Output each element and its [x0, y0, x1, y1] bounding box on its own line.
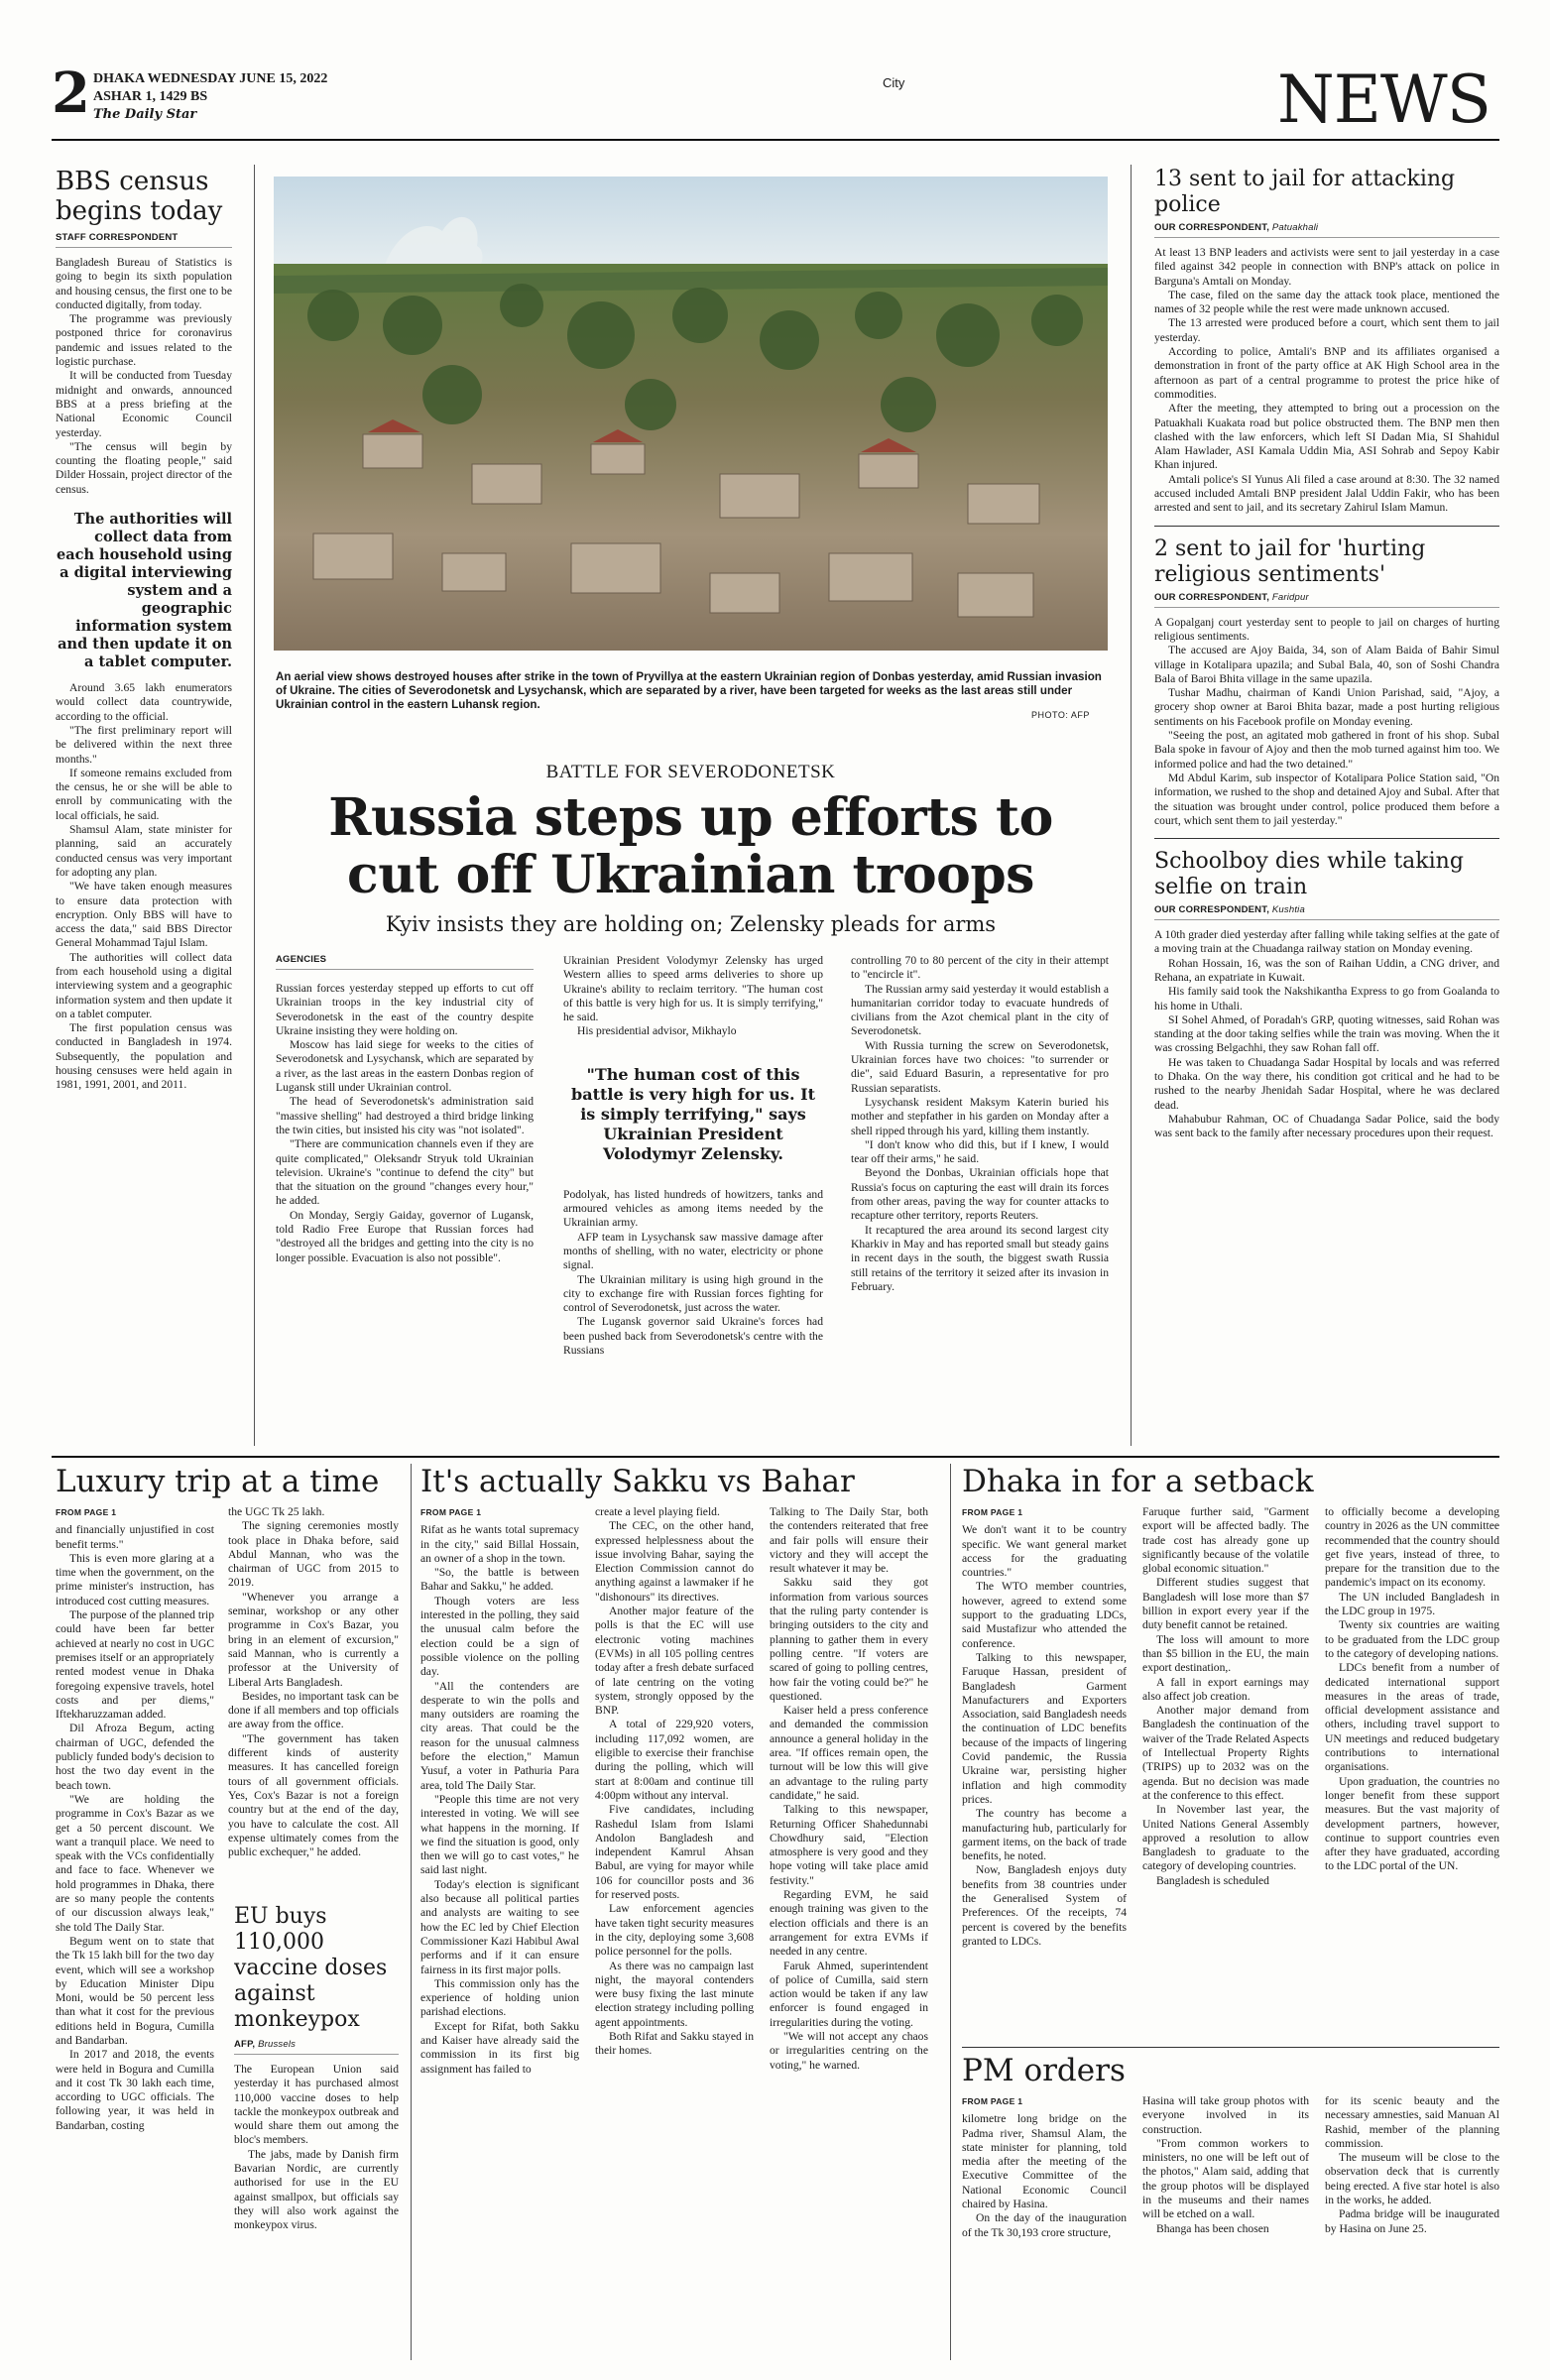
census-para: Bangladesh Bureau of Statistics is going to begin its sixth population and housing census, the first one to be conducted digitally, from today. — [56, 256, 232, 311]
schoolboy-para: SI Sohel Ahmed, of Poradah's GRP, quoting witnesses, said Rohan was standing at the door taking selfies while the train was moving. When the it was crossing Belgachhi, they saw Rohan fall off. — [1154, 1012, 1499, 1055]
right-rail — [1154, 167, 1499, 1446]
jail13-para: After the meeting, they attempted to bring out a procession on the Patuakhali Kuakata road but police obstructed them. The BNP men then clashed with the law enforcers, which left SI Dadan Mia, SI Shahidul Alam Hawlader, ASI Kamala Uddin Mia, ASI Sohrab and Sepoy Kabir Khan injured. — [1154, 402, 1499, 472]
masthead-rule — [52, 139, 1499, 141]
setback-headline: Dhaka in for a setback — [962, 1464, 1314, 1499]
jail13-headline: 13 sent to jail for attacking police — [1154, 167, 1456, 217]
lead-photo-illustration — [274, 177, 1108, 651]
schoolboy-body — [1154, 928, 1499, 1140]
census-body-b — [56, 681, 232, 1093]
pm-col-1 — [962, 2094, 1127, 2360]
sakku-para: Except for Rifat, both Sakku and Kaiser have already said the commission in its first big assignment has failed to — [420, 2019, 579, 2076]
pm-col-2 — [1142, 2094, 1309, 2360]
setback-para: We don't want it to be country specific. We want general market access for the graduating countries." — [962, 1523, 1127, 1580]
page-number: 2 — [52, 60, 90, 126]
luxury-para: "The government has taken different kinds of austerity measures. It has cancelled foreign tours of all government officials. Yes, Cox's Bazar is not a foreign country but at the end of the day, you have to calculate the cost. All expense ultimately comes from the public exchequer," he added. — [228, 1731, 399, 1859]
pm-para: Hasina will take group photos with everyone involved in its construction. — [1142, 2094, 1309, 2136]
pm-slug: FROM PAGE 1 — [962, 2096, 1023, 2106]
jail2-para: "Seeing the post, an agitated mob gathered in front of his shop. Subal Bala spoke in favour of Ajoy and then the mob turned against him too. We informed police and had the two detained." — [1154, 729, 1499, 771]
luxury-para: This is even more glaring at a time when the government, on the prime minister's instruction, has introduced cost cutting measures. — [56, 1551, 214, 1607]
sakku-para: The CEC, on the other hand, expressed helplessness about the issue involving Bahar, saying the Election Commission cannot do anything against a lawmaker if he "dishonours" its directives. — [595, 1519, 754, 1604]
monkeypox-byline-location: Brussels — [258, 2039, 297, 2050]
luxury-para: "Whenever you arrange a seminar, workshop or any other programme in Cox's Bazar, you bring in an element of excursion," said Mannan, who is currently a professor at the University of Liberal Arts Bangladesh. — [228, 1590, 399, 1689]
sakku-para: Both Rifat and Sakku stayed in their homes. — [595, 2029, 754, 2058]
lead-para: controlling 70 to 80 percent of the city in their attempt to "encircle it". — [851, 954, 1109, 982]
jail13-para: Amtali police's SI Yunus Ali filed a case around at 8:30. The 32 named accused included Amtali BNP president Jalal Uddin Fakir, who has been arrested and sent to jail, and its secretary Zahirul Islam Mamun. — [1154, 472, 1499, 515]
paper-name: The Daily Star — [93, 107, 197, 122]
luxury-col-1 — [56, 1505, 214, 2358]
story-divider — [962, 2047, 1499, 2048]
luxury-para: "We are holding the programme in Cox's Bazar as we get a 50 percent discount. We want a tranquil place. We need to speak with the VCs confidentially and face to face. Whenever we hold programmes in Dhaka, there are so many people the contents of our discussion always leak," she told The Daily Star. — [56, 1792, 214, 1934]
setback-para: LDCs benefit from a number of dedicated international support measures in the areas of trade, official development assistance and others, including travel support to UN meetings and reduced budgetary contributions to international organisations. — [1325, 1661, 1499, 1774]
sakku-para: Rifat as he wants total supremacy in the city," said Billal Hossain, an owner of a shop in the town. — [420, 1523, 579, 1565]
jail13-byline-location: Patuakhali — [1271, 222, 1319, 233]
setback-para: Upon graduation, the countries no longer benefit from these support measures. But the vast majority of development partners, however, continue to support countries even after they have graduated, according to the LDC portal of the UN. — [1325, 1774, 1499, 1873]
luxury-para: The purpose of the planned trip could have been far better achieved at nearly no cost in UGC premises itself or an appropriately rented modest venue in Dhaka foregoing expensive travels, hotel costs and per diems," Iftekharuzzaman added. — [56, 1608, 214, 1722]
setback-para: The UN included Bangladesh in the LDC group in 1975. — [1325, 1590, 1499, 1618]
sakku-col-1 — [420, 1505, 579, 2358]
pm-para: The museum will be close to the observation deck that is currently being erected. A five star hotel is also in the works, he added. — [1325, 2151, 1499, 2207]
jail2-byline — [1154, 592, 1499, 603]
schoolboy-para: He was taken to Chuadanga Sadar Hospital by locals and was referred to Dhaka. On the way there, his condition got critical and he had to be rushed to the nearby Jhenidah Sadar Hospital, where he was declared dead. — [1154, 1055, 1499, 1112]
story-divider — [1154, 526, 1499, 527]
schoolboy-byline-location: Kushtia — [1271, 904, 1305, 916]
setback-para: The WTO member countries, however, agreed to extend some support to the graduating LDCs, said Mustafizur who attended the conference. — [962, 1580, 1127, 1650]
photo-credit: PHOTO: AFP — [1031, 710, 1090, 720]
schoolboy-para: A 10th grader died yesterday after falling while taking selfies at the gate of a moving train at the Chuadanga railway station on Monday evening. — [1154, 928, 1499, 956]
story-divider — [1154, 838, 1499, 839]
schoolboy-byline — [1154, 904, 1499, 915]
luxury-para: The signing ceremonies mostly took place in Dhaka before, said Abdul Mannan, who was the chairman of UGC from 2015 to 2019. — [228, 1519, 399, 1590]
setback-para: to officially become a developing country in 2026 as the UN committee recommended that the country should get five years, instead of three, to prepare for the transition due to the pandemic's impact on its economy. — [1325, 1505, 1499, 1590]
lead-para: Podolyak, has listed hundreds of howitzers, tanks and armoured vehicles as among items needed by the Ukrainian army. — [563, 1187, 823, 1230]
census-byline: STAFF CORRESPONDENT — [56, 232, 179, 243]
sakku-para: "So, the battle is between Bahar and Sakku," he added. — [420, 1566, 579, 1594]
jail2-byline-rule — [1154, 607, 1499, 608]
schoolboy-story — [1154, 849, 1499, 1140]
lead-para: His presidential advisor, Mikhaylo — [577, 1024, 737, 1038]
lead-para: Lysychansk resident Maksym Katerin buried his mother and stepfather in his garden on Monday after a shell ripped through his yard, killing them instantly. — [851, 1095, 1109, 1137]
census-para: "The first preliminary report will be delivered within the next three months." — [56, 723, 232, 766]
lead-para: Ukrainian President Volodymyr Zelensky has urged Western allies to speed arms deliveries to shore up Ukraine's ability to reclaim territory. "The human cost of this battle is very high for us. It is simply terrifying," he said. — [563, 954, 823, 1024]
photo-caption: An aerial view shows destroyed houses after strike in the town of Pryvillya at the eastern Ukrainian region of Donbas yesterday, amid Russian invasion of Ukraine. The cities of Severodonetsk and Lysychansk, which are separated by a river, have been targeted for weeks as the last areas still under Ukrainian control in the eastern Luhansk region. — [276, 670, 1102, 711]
sakku-col-2 — [595, 1505, 754, 2358]
jail13-story — [1154, 167, 1499, 516]
lead-para: The Ukrainian military is using high ground in the city to exchange fire with Russian forces fighting for control of Severodonetsk, just across the water. — [563, 1272, 823, 1315]
jail2-para: A Gopalganj court yesterday sent to people to jail on charges of hurting religious sentiments. — [1154, 615, 1499, 643]
jail2-para: Md Abdul Karim, sub inspector of Kotalipara Police Station said, "On information, we rushed to the shop and detained Ajoy and Subal. After that the situation was brought under control, police produced them before a court, which sent them to jail yesterday." — [1154, 771, 1499, 827]
setback-para: A fall in export earnings may also affect job creation. — [1142, 1675, 1309, 1703]
sakku-para: Talking to The Daily Star, both the contenders reiterated that free and fair polls will ensure their victory and they will accept the result whatever it may be. — [770, 1505, 928, 1576]
jail2-story — [1154, 536, 1499, 828]
lead-byline: AGENCIES — [276, 954, 327, 965]
lead-para: Beyond the Donbas, Ukrainian officials hope that Russia's focus on capturing the east will drain its forces from other areas, paving the way for counter attacks to recapture other territory, reports Reuters. — [851, 1166, 1109, 1223]
census-para: Around 3.65 lakh enumerators would collect data countrywide, according to the official. — [56, 681, 232, 723]
sakku-para: Five candidates, including Rashedul Islam from Islami Andolon Bangladesh and independent Kamrul Ahsan Babul, are vying for mayor while 106 for councillor posts and 36 for reserved posts. — [595, 1803, 754, 1902]
lead-para: The head of Severodonetsk's administration said "massive shelling" had destroyed a third bridge linking the twin cities, but insisted his city was "not isolated". — [276, 1095, 534, 1136]
schoolboy-para: Mahabubur Rahman, OC of Chuadanga Sadar Police, said the body was sent back to the family after necessary procedures upon their request. — [1154, 1112, 1499, 1140]
monkeypox-para: The jabs, made by Danish firm Bavarian Nordic, are currently authorised for use in the EU against smallpox, but officials say they will also work against the monkeypox virus. — [234, 2147, 399, 2232]
lead-kicker: BATTLE FOR SEVERODONETSK — [545, 762, 836, 782]
lead-photo — [274, 177, 1108, 651]
census-para: The first population census was conducted in Bangladesh in 1974. Subsequently, the population and housing censuses were held again in 1981, 1991, 2001, and 2011. — [56, 1021, 232, 1092]
jail2-para: The accused are Ajoy Baida, 34, son of Alam Baida of Bahir Simul village in Kotalipara upazila; and Subal Bala, 40, son of Soshi Chandra Bala of Baroi Bhita village in the same upazila. — [1154, 644, 1499, 685]
jail2-byline-name: OUR CORRESPONDENT, — [1154, 591, 1270, 603]
date-line: DHAKA WEDNESDAY JUNE 15, 2022 — [93, 71, 328, 86]
setback-para: Twenty six countries are waiting to be graduated from the LDC group to the category of developing nations. — [1325, 1618, 1499, 1660]
setback-col-3 — [1325, 1505, 1499, 2041]
monkeypox-byline-name: AFP, — [234, 2039, 256, 2050]
lead-byline-rule — [276, 969, 534, 970]
schoolboy-byline-rule — [1154, 919, 1499, 920]
pm-para: for its scenic beauty and the necessary amnesties, said Manuan Al Rashid, member of the planning commission. — [1325, 2094, 1499, 2150]
schoolboy-para: Rohan Hossain, 16, was the son of Raihan Uddin, a CNG driver, and Rehana, an expatriate in Kuwait. — [1154, 956, 1499, 984]
setback-col-1 — [962, 1505, 1127, 2041]
setback-para: Bangladesh is scheduled — [1156, 1873, 1269, 1887]
section-divider — [52, 1456, 1499, 1458]
setback-para: Different studies suggest that Bangladesh will lose more than $7 billion in export every year if the duty benefit cannot be retained. — [1142, 1576, 1309, 1632]
jail13-para: According to police, Amtali's BNP and its affiliates organised a demonstration in front of the party office at AK High School area in the afternoon as part of a central programme to protest the price hike of commodities. — [1154, 345, 1499, 401]
lead-deck: Kyiv insists they are holding on; Zelensky pleads for arms — [385, 912, 997, 936]
pm-headline: PM orders — [962, 2053, 1126, 2088]
jail13-para: At least 13 BNP leaders and activists were sent to jail yesterday in a case filed against 342 people in connection with BNP's attack on police in Barguna's Amtali on Monday. — [1154, 246, 1499, 288]
setback-para: The country has become a manufacturing hub, particularly for garment items, on the back of trade benefits, he noted. — [962, 1807, 1127, 1863]
sakku-para: Today's election is significant also because all political parties and analysts are waiting to see how the EC led by Chief Election Commissioner Kazi Habibul Awal performs and if it can ensure fairness in its first major polls. — [420, 1877, 579, 1976]
jail13-byline — [1154, 222, 1499, 233]
sakku-para: As there was no campaign last night, the mayoral contenders were busy fixing the last minute election strategy including polling agent appointments. — [595, 1959, 754, 2029]
lead-headline-line1: Russia steps up efforts to — [328, 787, 1053, 848]
luxury-para: Besides, no important task can be done if all members and top officials are away from the office. — [228, 1689, 399, 1731]
sakku-para: "We will not accept any chaos or irregularities centring on the voting," he warned. — [770, 2029, 928, 2072]
sakku-para: Law enforcement agencies have taken tight security measures in the city, deploying some 3,608 police personnel for the polls. — [595, 1902, 754, 1959]
lead-col-3 — [851, 954, 1109, 1446]
pm-para: Bhanga has been chosen — [1156, 2221, 1269, 2235]
sakku-para: Faruk Ahmed, superintendent of police of Cumilla, said stern action would be taken if any law enforcer is found engaged in irregularities during the voting. — [770, 1959, 928, 2029]
lead-para: AFP team in Lysychansk saw massive damage after months of shelling, with no water, electricity or phone signal. — [563, 1230, 823, 1272]
census-para: "The census will begin by counting the floating people," said Dilder Hossain, project director of the census. — [56, 439, 232, 496]
jail2-body — [1154, 616, 1499, 828]
monkeypox-story — [234, 1904, 399, 2360]
census-para: "We have taken enough measures to ensure data protection with encryption. Only BBS will have to access the data," said BBS Director General Mohammad Tajul Islam. — [56, 880, 232, 950]
lead-para: "I don't know who did this, but if I knew, I would tear off their arms," he said. — [851, 1137, 1109, 1166]
luxury-col-2 — [228, 1505, 399, 1892]
jail13-byline-name: OUR CORRESPONDENT, — [1154, 222, 1270, 233]
sakku-para: A total of 229,920 voters, including 117,092 women, are eligible to exercise their franchise during the polling, which will start at 8:00am and continue till 4:00pm without any interval. — [595, 1718, 754, 1802]
census-para: If someone remains excluded from the census, he or she will be able to enroll by communicating with the local officials, he said. — [56, 766, 232, 822]
sakku-headline: It's actually Sakku vs Bahar — [420, 1464, 855, 1499]
monkeypox-byline — [234, 2039, 399, 2050]
column-divider — [254, 165, 255, 1446]
lead-headline-line2: cut off Ukrainian troops — [347, 845, 1034, 905]
monkeypox-body — [234, 2063, 399, 2233]
luxury-para: Dil Afroza Begum, acting chairman of UGC, defended the publicly funded body's decision to host the two day event in the beach town. — [56, 1722, 214, 1792]
setback-para: Another major demand from Bangladesh the continuation of the waiver of the Trade Related Aspects of Intellectual Property Rights (TRIPS) up to 2032 was on the agenda. But no decision was made at the conference to this effect. — [1142, 1704, 1309, 1802]
setback-slug: FROM PAGE 1 — [962, 1507, 1023, 1517]
monkeypox-para: The European Union said yesterday it has purchased almost 110,000 vaccine doses to help tackle the monkeypox outbreak and would share them out among the bloc's members. — [234, 2063, 399, 2147]
lead-para: It recaptured the area around its second largest city Kharkiv in May and has reported small but steady gains in recent days in the south, the biggest swath Russia still retains of the territory it seized after its invasion in February. — [851, 1223, 1109, 1293]
luxury-para: the UGC Tk 25 lakh. — [228, 1505, 325, 1518]
monkeypox-byline-rule — [234, 2054, 399, 2055]
setback-col-2 — [1142, 1505, 1309, 2041]
sakku-para: Kaiser held a press conference and demanded the commission announce a general holiday in the area. "If offices remain open, the turnout will be low this will give an advantage to the ruling party candidate," he said. — [770, 1704, 928, 1802]
pm-para: On the day of the inauguration of the Tk 30,193 crore structure, — [962, 2211, 1127, 2239]
sakku-slug: FROM PAGE 1 — [420, 1507, 482, 1517]
setback-para: Now, Bangladesh enjoys duty benefits from 38 countries under the Generalised System of Preferences. Of the receipts, 74 percent is covered by the benefits granted to LDCs. — [962, 1863, 1127, 1948]
setback-para: In November last year, the United Nations General Assembly approved a resolution to allow Bangladesh to graduate to the category of developing countries. — [1142, 1803, 1309, 1873]
census-headline: BBS census begins today — [56, 167, 223, 226]
jail13-para: The case, filed on the same day the attack took place, mentioned the names of 32 people while the rest were made unknown accused. — [1154, 288, 1499, 316]
section-marker: City — [883, 75, 905, 90]
schoolboy-para: His family said took the Nakshikantha Express to go from Goalanda to his home in Uthali. — [1154, 985, 1499, 1012]
lead-col-2 — [563, 954, 823, 1446]
setback-para: Faruque further said, "Garment export will be affected badly. The trade cost has already gone up significantly because of the volatile global economic situation." — [1142, 1505, 1309, 1576]
sakku-para: "People this time are not very interested in voting. We will see what happens in the morning. If we find the situation is good, only then we will go to cast votes," he said last night. — [420, 1792, 579, 1877]
schoolboy-headline: Schoolboy dies while taking selfie on train — [1154, 849, 1464, 900]
luxury-para: In 2017 and 2018, the events were held in Bogura and Cumilla and it cost Tk 30 lakh each time, according to UGC officials. The following year, it was held in Bandarban, costing — [56, 2048, 214, 2132]
lead-para: The Lugansk governor said Ukraine's forces had been pushed back from Severodonetsk's centre with the Russians — [563, 1315, 823, 1358]
pm-para: "From common workers to ministers, no one will be left out of the photos," Alam said, adding that the group photos will be displayed in the museums and their names will be etched on a wall. — [1142, 2136, 1309, 2221]
column-divider — [950, 1464, 951, 2360]
pm-para: kilometre long bridge on the Padma river, Shamsul Alam, the state minister for planning, told media after the meeting of the Executive Committee of the National Economic Council chaired by Hasina. — [962, 2112, 1127, 2211]
luxury-headline: Luxury trip at a time — [56, 1464, 380, 1499]
lead-para: Russian forces yesterday stepped up efforts to cut off Ukrainian troops in the key industrial city of Severodonetsk in the east of the country despite Ukraine insisting they were holding on. — [276, 982, 534, 1037]
jail13-byline-rule — [1154, 237, 1499, 238]
jail2-byline-location: Faridpur — [1271, 591, 1309, 603]
lead-pull-quote: "The human cost of this battle is very high for us. It is simply terrifying," says Ukrainian President Volodymyr Zelensky. — [571, 1064, 815, 1163]
census-pull-quote: The authorities will collect data from each household using a digital interviewing system and a geographic information system and then update it on a tablet computer. — [57, 511, 232, 671]
schoolboy-byline-name: OUR CORRESPONDENT, — [1154, 904, 1270, 916]
lead-para: "There are communication channels even if they are quite complicated," Oleksandr Stryuk told Ukrainian television. Ukraine's "continue to defend the city" but that the situation on the ground "changes every hour," he added. — [276, 1137, 534, 1208]
luxury-slug: FROM PAGE 1 — [56, 1507, 117, 1517]
section-title: NEWS — [1277, 61, 1490, 138]
pm-col-3 — [1325, 2094, 1499, 2360]
sakku-para: Though voters are less interested in the polling, they said the unusual calm before the election could be a sign of possible violence on the polling day. — [420, 1594, 579, 1679]
sakku-para: "All the contenders are desperate to win the polls and many outsiders are roaming the city areas. That could be the reason for the unusual calmness before the election," Mamun Yusuf, a voter in Pathuria Para area, told The Daily Star. — [420, 1679, 579, 1792]
sakku-para: Talking to this newspaper, Returning Officer Shahedunnabi Chowdhury said, "Election atmosphere is very good and they hope voting will take place amid festivity." — [770, 1803, 928, 1887]
sakku-para: This commission only has the experience of holding union parishad elections. — [420, 1976, 579, 2019]
jail2-para: Tushar Madhu, chairman of Kandi Union Parishad, said, "Ajoy, a grocery shop owner at Baroi Bhita bazar, made a post hurting religious sentiments on his Facebook profile on Monday evening. — [1154, 686, 1499, 728]
census-story — [56, 167, 232, 1446]
setback-para: The loss will amount to more than $5 billion in the EU, the main export destination,. — [1142, 1632, 1309, 1675]
luxury-para: and financially unjustified in cost benefit terms." — [56, 1523, 214, 1551]
census-para: Shamsul Alam, state minister for planning, said an accurately conducted census was very important for adopting any plan. — [56, 823, 232, 879]
sakku-para: create a level playing field. — [595, 1505, 720, 1518]
sakku-col-3 — [770, 1505, 928, 2358]
lead-para: With Russia turning the screw on Severodonetsk, Ukrainian forces have two choices: "to surrender or die", said Eduard Basurin, a representative for pro Russian separatists. — [851, 1038, 1109, 1095]
luxury-para: Begum went on to state that the Tk 15 lakh bill for the two day event, which will see a workshop by Education Minister Dipu Moni, would be 50 percent less than what it cost for the previous editions held in Bogura, Cumilla and Bandarban. — [56, 1934, 214, 2047]
pm-para: Padma bridge will be inaugurated by Hasina on June 25. — [1325, 2207, 1499, 2235]
sakku-para: Another major feature of the polls is that the EC will use electronic voting machines (EVMs) in all 105 polling centres today after a fresh debate surfaced of late centring on the voting system, strongly opposed by the BNP. — [595, 1605, 754, 1718]
jail13-para: The 13 arrested were produced before a court, which sent them to jail yesterday. — [1154, 316, 1499, 344]
census-para: The programme was previously postponed thrice for coronavirus pandemic and issues related to the logistic purchase. — [56, 312, 232, 369]
census-para: The authorities will collect data from each household using a digital interviewing system and a geographic information system and then update it on a tablet computer. — [56, 950, 232, 1020]
column-divider — [1131, 165, 1132, 1446]
lead-col-1 — [276, 982, 534, 1446]
jail13-body — [1154, 246, 1499, 516]
sakku-para: Sakku said they got information from various sources that the ruling party contender is bringing outsiders to the city and planning to gather them in every polling centre. "If voters are scared of going to polling centres, how fair the voting could be?" he questioned. — [770, 1576, 928, 1703]
lead-para: The Russian army said yesterday it would establish a humanitarian corridor today to evacuate hundreds of civilians from the Azot chemical plant in the city of Severodonetsk. — [851, 982, 1109, 1038]
jail2-headline: 2 sent to jail for 'hurting religious sentiments' — [1154, 536, 1426, 587]
lead-para: Moscow has laid siege for weeks to the cities of Severodonetsk and Lysychansk, which are separated by a river, as the last areas in the eastern Donbas region of Lugansk still under Ukrainian control. — [276, 1038, 534, 1095]
lead-para: On Monday, Sergiy Gaiday, governor of Lugansk, told Radio Free Europe that Russian forces had "destroyed all the bridges and getting into the city is no longer possible. Evacuation is also not possible". — [276, 1208, 534, 1264]
bangla-date: ASHAR 1, 1429 BS — [93, 89, 208, 104]
sakku-para: Regarding EVM, he said enough training was given to the election officials and there is an arrangement for extra EVMs if needed in any centre. — [770, 1888, 928, 1959]
census-body-a — [56, 256, 232, 497]
monkeypox-headline: EU buys 110,000 vaccine doses against monkeypox — [234, 1904, 388, 2032]
column-divider — [411, 1464, 412, 2360]
census-para: It will be conducted from Tuesday midnight and onwards, announced BBS at a press briefing at the National Economic Council yesterday. — [56, 369, 232, 439]
census-byline-rule — [56, 247, 232, 248]
setback-para: Talking to this newspaper, Faruque Hassan, president of Bangladesh Garment Manufacturers and Exporters Association, said Bangladesh needs the continuation of LDC benefits because of the impacts of lingering Covid pandemic, the Russia Ukraine war, persisting higher inflation and high commodity prices. — [962, 1650, 1127, 1806]
